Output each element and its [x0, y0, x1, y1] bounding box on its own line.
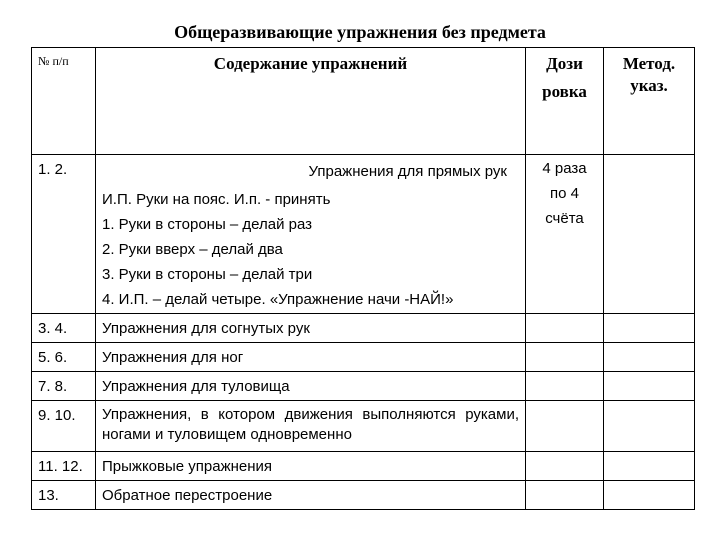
exercise-line: И.П. Руки на пояс. И.п. - принять: [102, 191, 331, 208]
row-dose: [526, 343, 604, 372]
row-num: 5. 6.: [32, 343, 96, 372]
header-method-line1: Метод.: [622, 54, 676, 73]
row-content: Упражнения для ног: [96, 343, 526, 372]
header-num: № п/п: [32, 48, 96, 155]
row-method: [604, 372, 695, 401]
row-dose: [526, 372, 604, 401]
row-content: Упражнения для туловища: [96, 372, 526, 401]
row-method: [604, 343, 695, 372]
table-row: [32, 401, 695, 452]
page-title: Общеразвивающие упражнения без предмета: [174, 22, 546, 42]
row-dose: [526, 481, 604, 510]
dose-line: 4 раза: [542, 160, 587, 177]
table-row: [32, 372, 695, 401]
row-method: [604, 155, 695, 314]
row-method: [604, 481, 695, 510]
exercise-title: Упражнения для прямых рук: [308, 163, 507, 180]
table-header-row: [32, 48, 695, 155]
table-row: [32, 481, 695, 510]
row-num: 3. 4.: [32, 314, 96, 343]
row-method: [604, 401, 695, 452]
header-dose: [526, 48, 604, 155]
exercise-line: 1. Руки в стороны – делай раз: [102, 216, 313, 233]
table-row: [32, 314, 695, 343]
header-method-line2: указ.: [630, 76, 668, 95]
table-row: [32, 155, 695, 314]
exercise-table: [31, 47, 695, 510]
row-content: Упражнения для согнутых рук: [96, 314, 526, 343]
exercise-line: 3. Руки в стороны – делай три: [102, 266, 313, 283]
row-num: 1. 2.: [32, 155, 96, 314]
row-num: 13.: [32, 481, 96, 510]
row-content: Прыжковые упражнения: [96, 452, 526, 481]
row-content: [96, 155, 526, 314]
row-dose: [526, 314, 604, 343]
row-dose: [526, 401, 604, 452]
exercise-line: 2. Руки вверх – делай два: [102, 241, 283, 258]
dose-line: по 4: [550, 185, 579, 202]
row-num: 9. 10.: [32, 401, 96, 452]
row-content: Упражнения, в котором движения выполняются руками, ногами и туловищем одновременно: [96, 401, 526, 452]
row-dose: [526, 452, 604, 481]
row-method: [604, 314, 695, 343]
row-method: [604, 452, 695, 481]
exercise-line: 4. И.П. – делай четыре. «Упражнение начи -НАЙ!»: [102, 291, 454, 308]
dose-line: счёта: [545, 210, 584, 227]
header-content: Содержание упражнений: [96, 48, 526, 155]
header-dose-line2: ровка: [542, 82, 587, 101]
row-num: 11. 12.: [32, 452, 96, 481]
row-content: Обратное перестроение: [96, 481, 526, 510]
header-method: [604, 48, 695, 155]
row-num: 7. 8.: [32, 372, 96, 401]
table-row: [32, 343, 695, 372]
table-row: [32, 452, 695, 481]
row-dose: [526, 155, 604, 314]
header-dose-line1: Дози: [546, 54, 583, 73]
